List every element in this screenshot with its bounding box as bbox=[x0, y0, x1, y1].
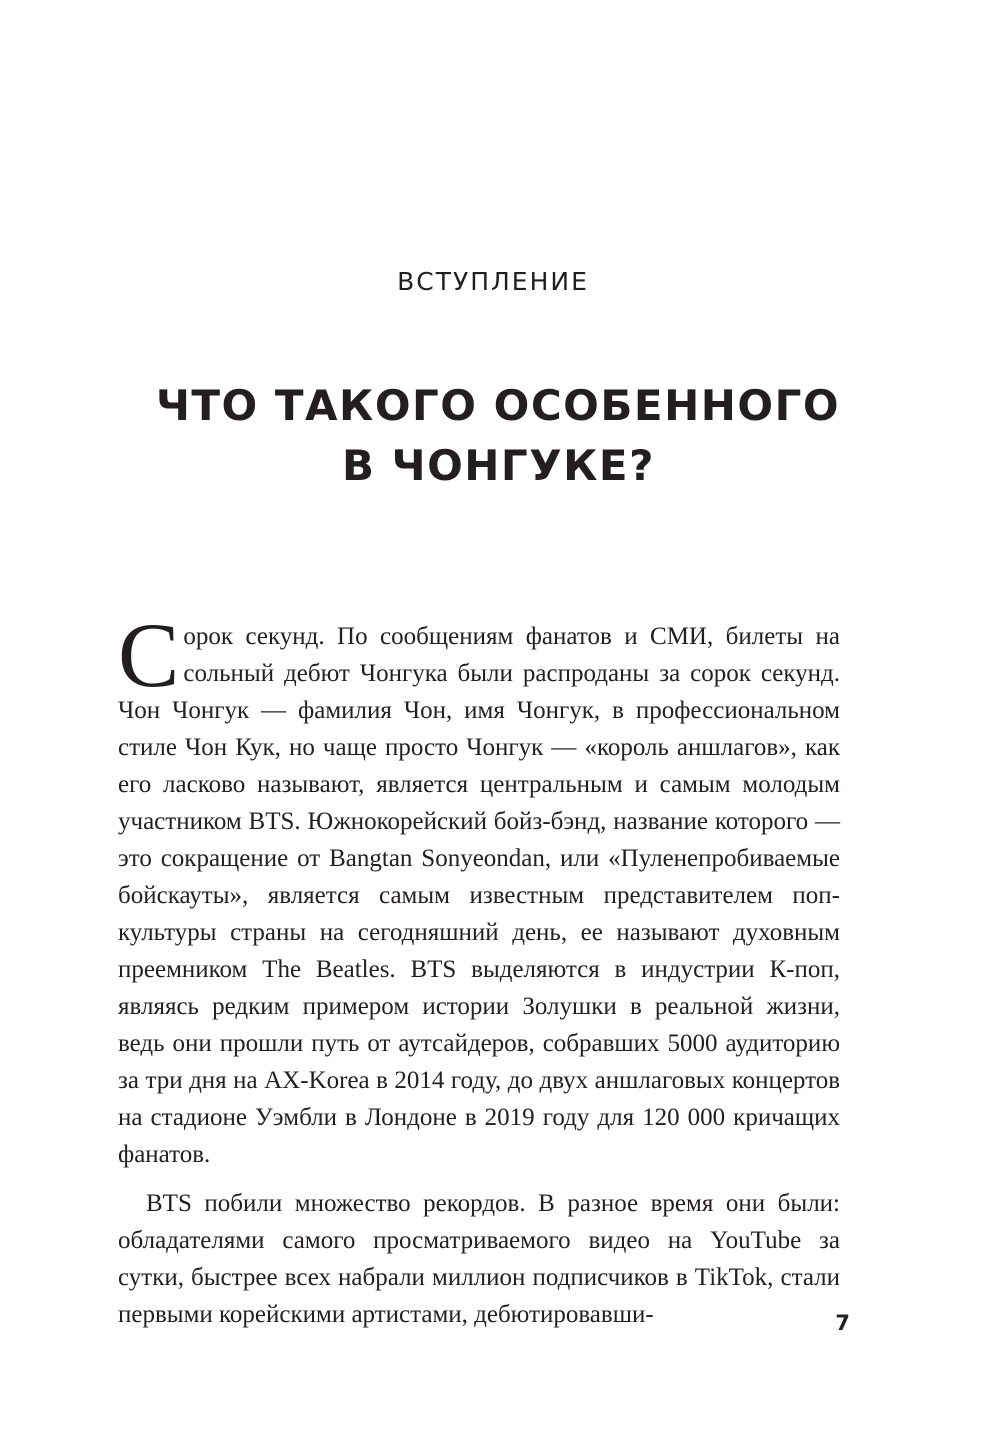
chapter-title-line-1: ЧТО ТАКОГО ОСОБЕННОГО bbox=[155, 381, 841, 430]
page-number: 7 bbox=[835, 1311, 850, 1335]
paragraph-1 bbox=[118, 604, 840, 1173]
chapter-title bbox=[0, 376, 986, 496]
drop-cap: С bbox=[118, 604, 180, 706]
chapter-title-line-2: В ЧОНГУКЕ? bbox=[342, 441, 655, 490]
paragraph-2: BTS побили множество рекордов. В разное время они были: обладателями самого просматриваемого видео на YouTube за сутки, быстрее всех набрали миллион подписчиков в TikTok, стали первыми корейскими артистами, дебютировавши- bbox=[118, 1190, 840, 1328]
paragraph-1-text: орок секунд. По сообщениям фанатов и СМИ, билеты на сольный дебют Чонгука были распроданы за сорок секунд. Чон Чонгук — фамилия Чон, имя Чонгук, в профессиональном стиле Чон Кук, но чаще просто Чонгук — «король аншлагов», как его ласково называют, является центральным и самым молодым участником BTS. Южнокорейский бойз-бэнд, название которого — это сокращение от Bangtan Sonyeondan, или «Пуленепробиваемые бойскауты», является самым известным представителем поп-культуры страны на сегодняшний день, ее называют духовным преемником The Beatles. BTS выделяются в индустрии К-поп, являясь редким примером истории Золушки в реальной жизни, ведь они прошли путь от аутсайдеров, собравших 5000 аудиторию за три дня на AX-Korea в 2014 году, до двух аншлаговых концертов на стадионе Уэмбли в Лондоне в 2019 году для 120 000 кричащих фанатов. bbox=[118, 623, 840, 1168]
body-text bbox=[118, 604, 840, 1333]
section-label: ВСТУПЛЕНИЕ bbox=[397, 267, 589, 296]
